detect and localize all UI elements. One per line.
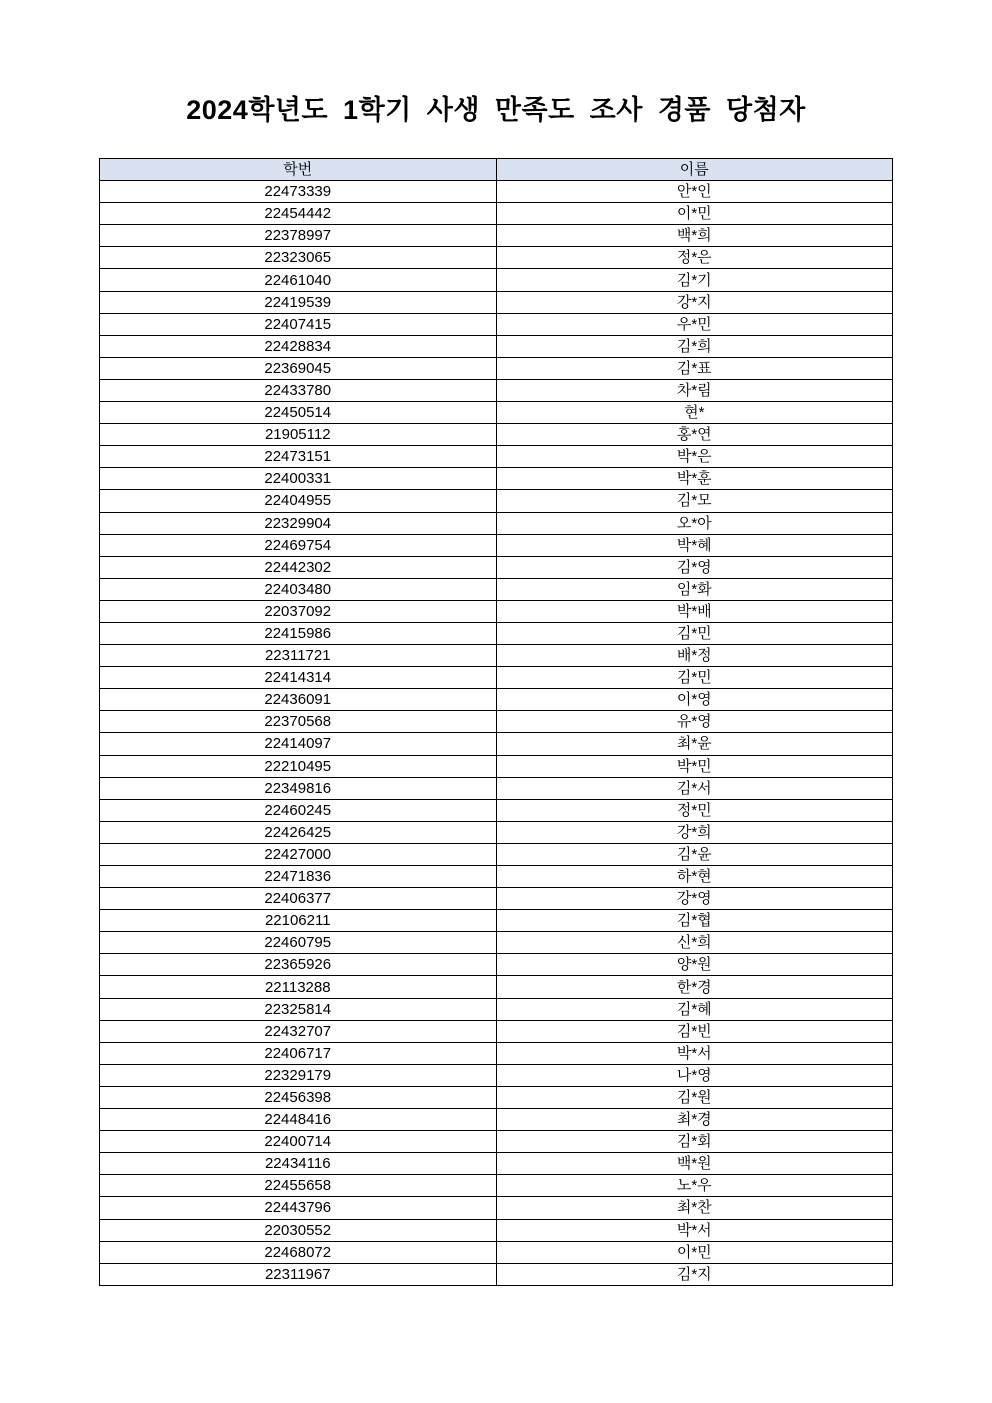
- student-id-cell: 22400331: [100, 468, 497, 490]
- student-id-cell: 22456398: [100, 1086, 497, 1108]
- name-cell: 우*민: [496, 313, 893, 335]
- name-cell: 김*민: [496, 622, 893, 644]
- table-row: [100, 622, 893, 644]
- table-row: [100, 225, 893, 247]
- name-cell: 오*아: [496, 512, 893, 534]
- name-cell: 박*서: [496, 1042, 893, 1064]
- name-cell: 이*민: [496, 203, 893, 225]
- table-row: [100, 468, 893, 490]
- name-cell: 김*혜: [496, 998, 893, 1020]
- student-id-cell: 22406377: [100, 888, 497, 910]
- student-id-cell: 22311967: [100, 1263, 497, 1285]
- table-row: [100, 1042, 893, 1064]
- table-row: [100, 1175, 893, 1197]
- name-cell: 김*모: [496, 490, 893, 512]
- table-row: [100, 866, 893, 888]
- table-row: [100, 335, 893, 357]
- student-id-cell: 22406717: [100, 1042, 497, 1064]
- student-id-cell: 22461040: [100, 269, 497, 291]
- table-row: [100, 755, 893, 777]
- name-cell: 강*영: [496, 888, 893, 910]
- student-id-cell: 22450514: [100, 402, 497, 424]
- table-row: [100, 821, 893, 843]
- name-cell: 백*원: [496, 1153, 893, 1175]
- student-id-cell: 22442302: [100, 556, 497, 578]
- table-row: [100, 689, 893, 711]
- student-id-cell: 21905112: [100, 424, 497, 446]
- table-row: [100, 1153, 893, 1175]
- table-row: [100, 269, 893, 291]
- name-cell: 하*현: [496, 866, 893, 888]
- winner-table: [99, 158, 893, 1286]
- student-id-cell: 22471836: [100, 866, 497, 888]
- student-id-cell: 22433780: [100, 379, 497, 401]
- student-id-cell: 22349816: [100, 777, 497, 799]
- name-cell: 박*서: [496, 1219, 893, 1241]
- table-row: [100, 799, 893, 821]
- table-row: [100, 1197, 893, 1219]
- student-id-cell: 22414097: [100, 733, 497, 755]
- table-row: [100, 512, 893, 534]
- name-cell: 박*배: [496, 600, 893, 622]
- student-id-cell: 22403480: [100, 578, 497, 600]
- name-cell: 강*지: [496, 291, 893, 313]
- student-id-cell: 22329904: [100, 512, 497, 534]
- table-row: [100, 1086, 893, 1108]
- name-cell: 박*훈: [496, 468, 893, 490]
- name-cell: 김*회: [496, 1131, 893, 1153]
- student-id-cell: 22378997: [100, 225, 497, 247]
- student-id-cell: 22414314: [100, 667, 497, 689]
- student-id-cell: 22037092: [100, 600, 497, 622]
- table-row: [100, 1219, 893, 1241]
- name-cell: 안*인: [496, 181, 893, 203]
- name-cell: 김*윤: [496, 843, 893, 865]
- name-cell: 신*희: [496, 932, 893, 954]
- page-title: 2024학년도 1학기 사생 만족도 조사 경품 당첨자: [186, 95, 806, 125]
- table-row: [100, 203, 893, 225]
- table-row: [100, 1064, 893, 1086]
- name-cell: 김*빈: [496, 1020, 893, 1042]
- table-row: [100, 1263, 893, 1285]
- name-cell: 유*영: [496, 711, 893, 733]
- name-cell: 박*민: [496, 755, 893, 777]
- name-cell: 배*정: [496, 645, 893, 667]
- table-row: [100, 1020, 893, 1042]
- column-header-student-id: 학번: [100, 159, 497, 181]
- table-row: [100, 954, 893, 976]
- student-id-cell: 22407415: [100, 313, 497, 335]
- name-cell: 노*우: [496, 1175, 893, 1197]
- name-cell: 임*화: [496, 578, 893, 600]
- student-id-cell: 22400714: [100, 1131, 497, 1153]
- table-row: [100, 733, 893, 755]
- table-row: [100, 888, 893, 910]
- student-id-cell: 22329179: [100, 1064, 497, 1086]
- student-id-cell: 22415986: [100, 622, 497, 644]
- name-cell: 김*협: [496, 910, 893, 932]
- table-row: [100, 1241, 893, 1263]
- table-header-row: [100, 159, 893, 181]
- student-id-cell: 22443796: [100, 1197, 497, 1219]
- name-cell: 박*혜: [496, 534, 893, 556]
- table-row: [100, 534, 893, 556]
- table-row: [100, 998, 893, 1020]
- name-cell: 이*영: [496, 689, 893, 711]
- student-id-cell: 22428834: [100, 335, 497, 357]
- name-cell: 김*기: [496, 269, 893, 291]
- name-cell: 최*윤: [496, 733, 893, 755]
- name-cell: 차*림: [496, 379, 893, 401]
- student-id-cell: 22325814: [100, 998, 497, 1020]
- student-id-cell: 22460245: [100, 799, 497, 821]
- name-cell: 홍*연: [496, 424, 893, 446]
- table-row: [100, 181, 893, 203]
- name-cell: 이*민: [496, 1241, 893, 1263]
- student-id-cell: 22448416: [100, 1109, 497, 1131]
- student-id-cell: 22468072: [100, 1241, 497, 1263]
- column-header-name: 이름: [496, 159, 893, 181]
- table-row: [100, 976, 893, 998]
- name-cell: 백*희: [496, 225, 893, 247]
- student-id-cell: 22427000: [100, 843, 497, 865]
- student-id-cell: 22311721: [100, 645, 497, 667]
- student-id-cell: 22434116: [100, 1153, 497, 1175]
- student-id-cell: 22455658: [100, 1175, 497, 1197]
- student-id-cell: 22469754: [100, 534, 497, 556]
- name-cell: 김*희: [496, 335, 893, 357]
- table-row: [100, 490, 893, 512]
- table-row: [100, 843, 893, 865]
- student-id-cell: 22210495: [100, 755, 497, 777]
- student-id-cell: 22365926: [100, 954, 497, 976]
- student-id-cell: 22454442: [100, 203, 497, 225]
- student-id-cell: 22473151: [100, 446, 497, 468]
- name-cell: 김*영: [496, 556, 893, 578]
- table-row: [100, 379, 893, 401]
- student-id-cell: 22369045: [100, 357, 497, 379]
- table-row: [100, 777, 893, 799]
- table-row: [100, 578, 893, 600]
- name-cell: 박*은: [496, 446, 893, 468]
- student-id-cell: 22404955: [100, 490, 497, 512]
- student-id-cell: 22426425: [100, 821, 497, 843]
- student-id-cell: 22106211: [100, 910, 497, 932]
- student-id-cell: 22323065: [100, 247, 497, 269]
- name-cell: 김*원: [496, 1086, 893, 1108]
- winner-table-body: [100, 181, 893, 1286]
- table-row: [100, 667, 893, 689]
- name-cell: 양*원: [496, 954, 893, 976]
- table-row: [100, 645, 893, 667]
- name-cell: 정*은: [496, 247, 893, 269]
- name-cell: 최*경: [496, 1109, 893, 1131]
- table-row: [100, 446, 893, 468]
- table-row: [100, 1109, 893, 1131]
- student-id-cell: 22419539: [100, 291, 497, 313]
- student-id-cell: 22436091: [100, 689, 497, 711]
- student-id-cell: 22030552: [100, 1219, 497, 1241]
- name-cell: 김*서: [496, 777, 893, 799]
- table-row: [100, 291, 893, 313]
- table-row: [100, 402, 893, 424]
- table-row: [100, 932, 893, 954]
- table-row: [100, 910, 893, 932]
- table-row: [100, 247, 893, 269]
- name-cell: 김*민: [496, 667, 893, 689]
- name-cell: 김*표: [496, 357, 893, 379]
- table-row: [100, 313, 893, 335]
- student-id-cell: 22370568: [100, 711, 497, 733]
- student-id-cell: 22460795: [100, 932, 497, 954]
- table-row: [100, 424, 893, 446]
- student-id-cell: 22432707: [100, 1020, 497, 1042]
- table-row: [100, 556, 893, 578]
- table-row: [100, 711, 893, 733]
- name-cell: 나*영: [496, 1064, 893, 1086]
- table-row: [100, 1131, 893, 1153]
- student-id-cell: 22473339: [100, 181, 497, 203]
- name-cell: 최*찬: [496, 1197, 893, 1219]
- name-cell: 강*희: [496, 821, 893, 843]
- name-cell: 김*지: [496, 1263, 893, 1285]
- table-row: [100, 357, 893, 379]
- table-row: [100, 600, 893, 622]
- student-id-cell: 22113288: [100, 976, 497, 998]
- name-cell: 한*경: [496, 976, 893, 998]
- name-cell: 현*: [496, 402, 893, 424]
- name-cell: 정*민: [496, 799, 893, 821]
